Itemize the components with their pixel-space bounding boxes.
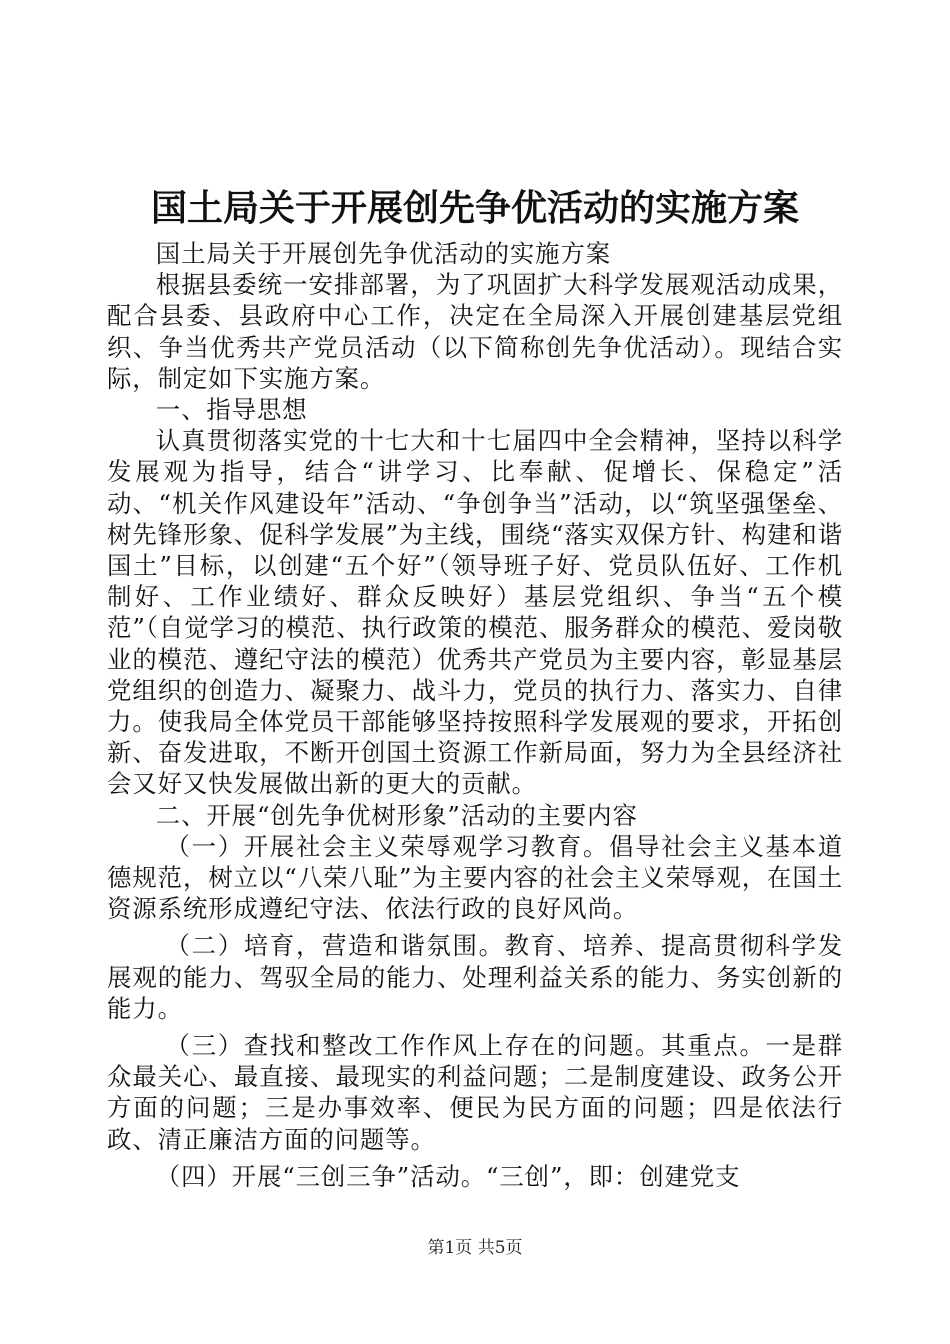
document-body: [107, 238, 843, 1192]
document-title: 国土局关于开展创先争优活动的实施方案: [150, 187, 799, 229]
paragraph-item-1: （一）开展社会主义荣辱观学习教育。倡导社会主义基本道德规范，树立以“八荣八耻”为主要内容的社会主义荣辱观，在国土资源系统形成遵纪守法、依法行政的良好风尚。: [107, 831, 843, 924]
paragraph-subtitle: 国土局关于开展创先争优活动的实施方案: [155, 239, 612, 268]
heading-main-content: 二、开展“创先争优树形象”活动的主要内容: [155, 800, 638, 830]
page-footer: 第1页 共5页: [427, 1238, 523, 1258]
paragraph-intro: 根据县委统一安排部署，为了巩固扩大科学发展观活动成果，配合县委、县政府中心工作，决定在全局深入开展创建基层党组织、争当优秀共产党员活动（以下简称创先争优活动）。现结合实际，制定如下实施方案。: [107, 270, 843, 393]
paragraph-item-3: （三）查找和整改工作作风上存在的问题。其重点。一是群众最关心、最直接、最现实的利益问题；二是制度建设、政务公开方面的问题；三是办事效率、便民为民方面的问题；四是依法行政、清正廉洁方面的问题等。: [107, 1031, 843, 1154]
heading-guiding-ideology: 一、指导思想: [155, 395, 308, 425]
paragraph-item-4: （四）开展“三创三争”活动。“三创”，即：创建党支: [155, 1161, 741, 1191]
paragraph-item-2: （二）培育，营造和谐氛围。教育、培养、提高贯彻科学发展观的能力、驾驭全局的能力、处理利益关系的能力、务实创新的能力。: [107, 931, 843, 1023]
paragraph-guiding-ideology: 认真贯彻落实党的十七大和十七届四中全会精神，坚持以科学发展观为指导，结合“讲学习、比奉献、促增长、保稳定”活动、“机关作风建设年”活动、“争创争当”活动，以“筑坚强堡垒、树先锋形象、促科学发展”为主线，围绕“落实双保方针、构建和谐国土”目标，以创建“五个好”（领导班子好、党员队伍好、工作机制好、工作业绩好、群众反映好）基层党组织、争当“五个模范”（自觉学习的模范、执行政策的模范、服务群众的模范、爱岗敬业的模范、遵纪守法的模范）优秀共产党员为主要内容，彰显基层党组织的创造力、凝聚力、战斗力，党员的执行力、落实力、自律力。使我局全体党员干部能够坚持按照科学发展观的要求，开拓创新、奋发进取，不断开创国土资源工作新局面，努力为全县经济社会又好又快发展做出新的更大的贡献。: [107, 426, 843, 799]
